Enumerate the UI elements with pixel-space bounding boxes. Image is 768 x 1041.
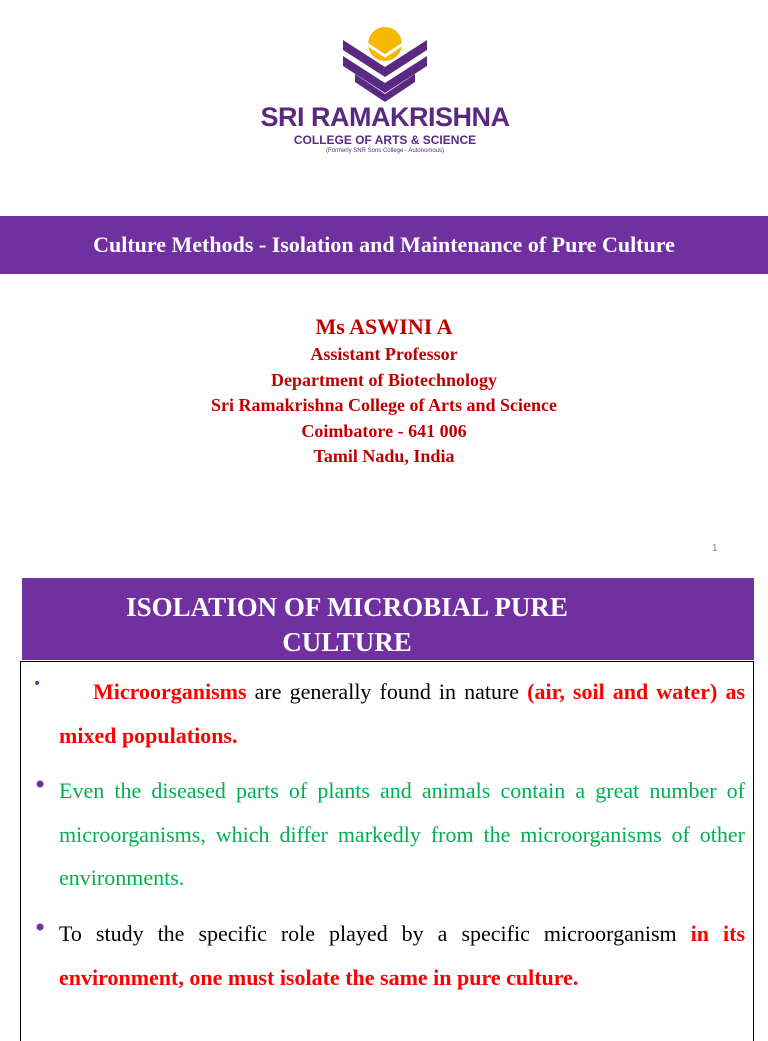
bullet-1-term: Microorganisms — [93, 679, 247, 704]
bullet-item — [21, 912, 745, 999]
author-block — [0, 312, 768, 470]
presentation-title: Culture Methods - Isolation and Maintenance of Pure Culture — [0, 216, 768, 274]
bullet-2-text: Even the diseased parts of plants and animals contain a great number of microorganisms, which differ markedly from the microorganisms of other environments. — [59, 778, 745, 890]
bullet-1-text: are generally found in nature — [246, 679, 528, 704]
logo-subtitle: COLLEGE OF ARTS & SCIENCE — [293, 133, 477, 147]
page-number: 1 — [712, 543, 718, 554]
heading-line-2: CULTURE — [282, 627, 412, 657]
bullet-dot-icon: • — [33, 676, 42, 692]
author-city: Coimbatore - 641 006 — [301, 420, 467, 441]
logo-title: SRI RAMAKRISHNA — [260, 102, 510, 132]
open-book-sun-icon — [335, 22, 435, 102]
author-state: Tamil Nadu, India — [313, 446, 455, 466]
heading-text — [22, 590, 672, 660]
logo-note: (Formerly SNR Sons College - Autonomous) — [325, 148, 445, 154]
college-logo — [240, 22, 530, 162]
bullet-1-emphasis: (air, soil and water) as mixed populations. — [59, 679, 746, 748]
author-designation: Assistant Professor — [310, 344, 458, 364]
author-name: Ms ASWINI A — [315, 314, 453, 339]
bullet-item — [21, 670, 745, 757]
heading-line-1: ISOLATION OF MICROBIAL PURE — [126, 592, 568, 622]
author-department: Department of Biotechnology — [271, 369, 497, 390]
bullet-dot-icon: • — [33, 914, 48, 942]
author-institution: Sri Ramakrishna College of Arts and Science — [211, 395, 557, 415]
slide-heading — [22, 578, 754, 660]
bullet-3-emphasis: in its environment, one must isolate the same in pure culture. — [59, 921, 746, 990]
bullet-dot-icon: • — [33, 771, 48, 799]
content-slide — [0, 570, 768, 1024]
bullet-3-text: To study the specific role played by a specific microorganism — [59, 921, 691, 946]
bullet-item — [21, 769, 745, 900]
content-box — [20, 661, 754, 1041]
